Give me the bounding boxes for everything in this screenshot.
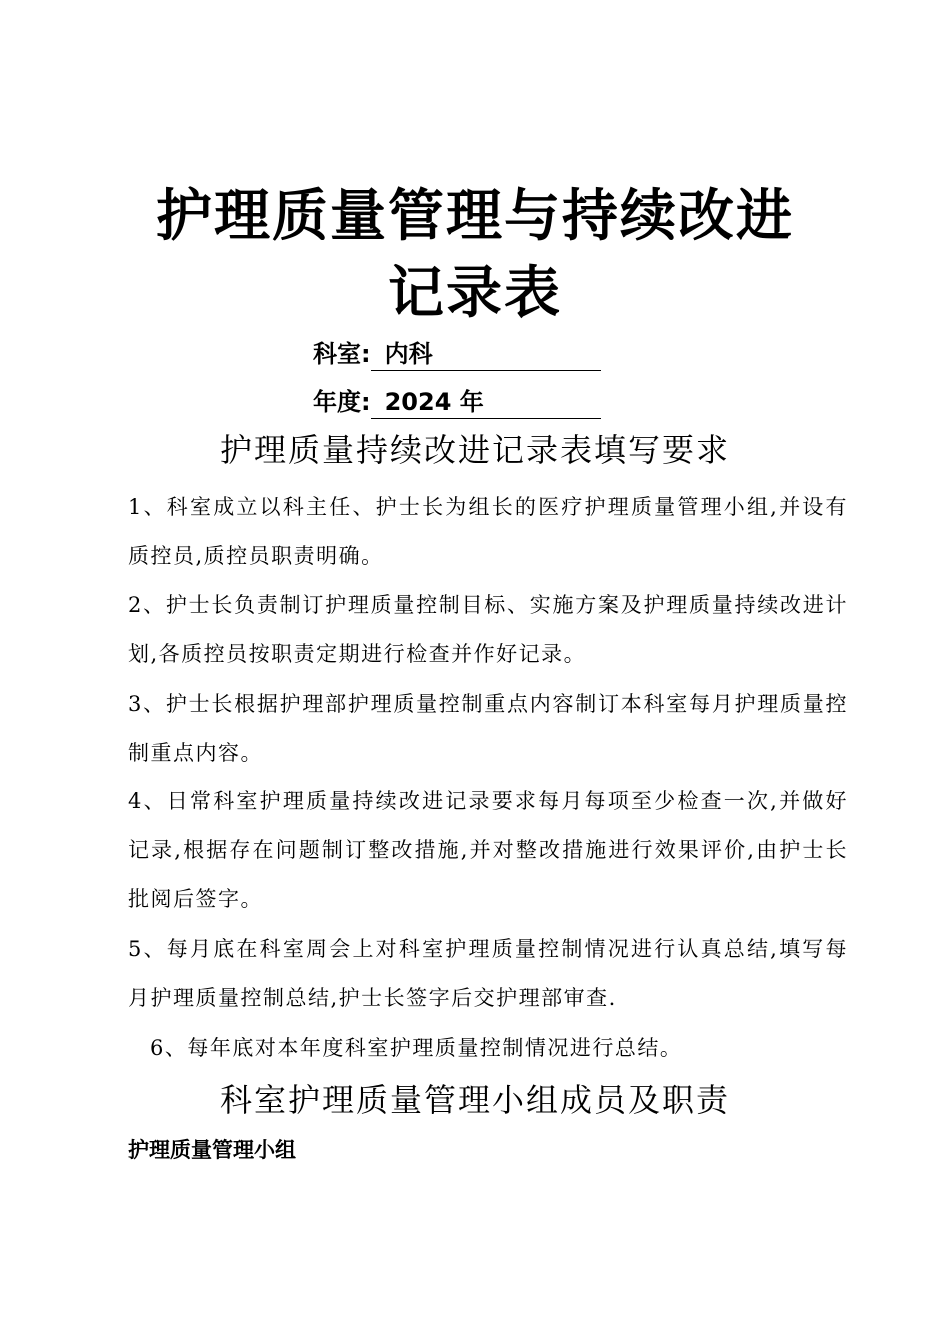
requirement-item: 3、护士长根据护理部护理质量控制重点内容制订本科室每月护理质量控制重点内容。 (128, 692, 848, 765)
requirement-item: 4、日常科室护理质量持续改进记录要求每月每项至少检查一次,并做好记录,根据存在问题制订整改措施,并对整改措施进行效果评价,由护士长批阅后签字。 (128, 789, 848, 911)
requirement-item: 2、护士长负责制订护理质量控制目标、实施方案及护理质量持续改进计划,各质控员按职责定期进行检查并作好记录。 (128, 593, 848, 666)
members-heading: 科室护理质量管理小组成员及职责 (219, 1081, 730, 1119)
requirement-item: 1、科室成立以科主任、护士长为组长的医疗护理质量管理小组,并设有质控员,质控员职责明确。 (128, 495, 848, 568)
year-label: 年度: (313, 388, 371, 416)
requirement-item: 5、每月底在科室周会上对科室护理质量控制情况进行认真总结,填写每月护理质量控制总结,护士长签字后交护理部审查. (128, 937, 848, 1010)
department-label: 科室: (313, 340, 371, 368)
department-value: 内科 (371, 338, 601, 371)
year-value: 2024 年 (371, 386, 601, 419)
group-subheading: 护理质量管理小组 (128, 1138, 296, 1162)
department-field (313, 338, 601, 372)
document-title-line-1: 护理质量管理与持续改进 (156, 184, 794, 249)
document-title-line-2: 记录表 (388, 261, 562, 326)
year-field (313, 386, 601, 420)
requirement-item: 6、每年底对本年度科室护理质量控制情况进行总结。 (150, 1036, 683, 1060)
requirements-heading: 护理质量持续改进记录表填写要求 (219, 431, 730, 469)
